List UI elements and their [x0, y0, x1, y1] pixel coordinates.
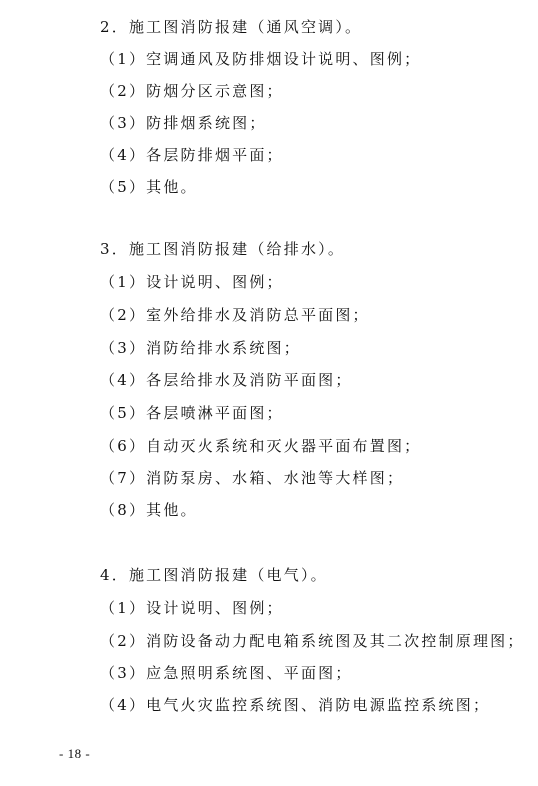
section-heading-ventilation: 2．施工图消防报建（通风空调）。: [100, 18, 363, 36]
list-item: （1）空调通风及防排烟设计说明、图例；: [100, 50, 422, 68]
list-item: （1）设计说明、图例；: [100, 599, 284, 617]
list-item: （7）消防泵房、水箱、水池等大样图；: [100, 469, 405, 487]
section-heading-electrical: 4．施工图消防报建（电气）。: [100, 566, 328, 584]
list-item: （2）消防设备动力配电箱系统图及其二次控制原理图；: [100, 632, 525, 650]
list-item: （3）消防给排水系统图；: [100, 339, 301, 357]
list-item: （8）其他。: [100, 501, 198, 519]
list-item: （3）应急照明系统图、平面图；: [100, 664, 353, 682]
list-item: （1）设计说明、图例；: [100, 273, 284, 291]
page-number: - 18 -: [59, 746, 91, 761]
list-item: （5）其他。: [100, 178, 198, 196]
list-item: （3）防排烟系统图；: [100, 114, 267, 132]
list-item: （4）电气火灾监控系统图、消防电源监控系统图；: [100, 696, 491, 714]
list-item: （4）各层给排水及消防平面图；: [100, 371, 353, 389]
list-item: （2）室外给排水及消防总平面图；: [100, 306, 370, 324]
list-item: （4）各层防排烟平面；: [100, 146, 284, 164]
section-heading-plumbing: 3．施工图消防报建（给排水）。: [100, 240, 346, 258]
list-item: （5）各层喷淋平面图；: [100, 404, 284, 422]
list-item: （2）防烟分区示意图；: [100, 82, 284, 100]
list-item: （6）自动灭火系统和灭火器平面布置图；: [100, 437, 422, 455]
